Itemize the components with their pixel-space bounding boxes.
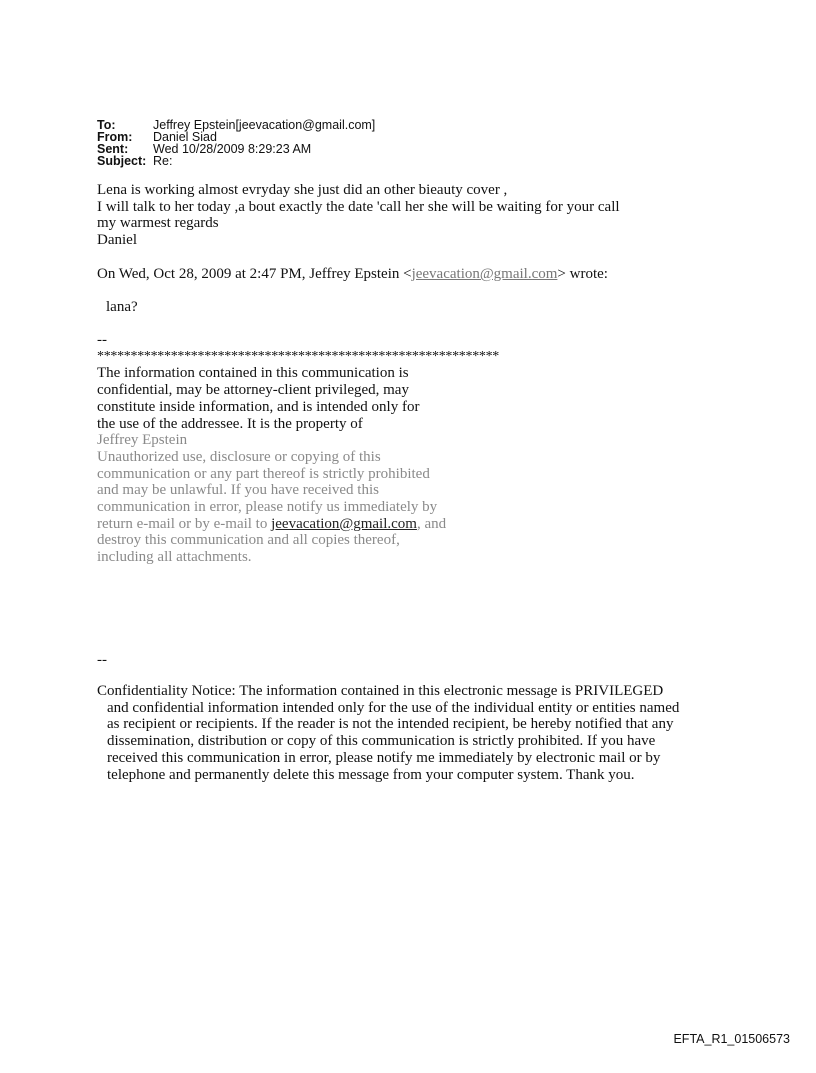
to-value: Jeffrey Epstein[jeevacation@gmail.com] bbox=[153, 118, 376, 132]
notice-line: received this communication in error, please notify me immediately by electronic mail or by bbox=[107, 749, 661, 766]
subject-value: Re: bbox=[153, 154, 173, 168]
email-header bbox=[97, 119, 375, 167]
to-row bbox=[97, 119, 375, 131]
disclaimer-line: Unauthorized use, disclosure or copying of this bbox=[97, 448, 381, 465]
message-body bbox=[97, 182, 620, 249]
signature-dash-2: -- bbox=[97, 652, 107, 668]
body-line: I will talk to her today ,a bout exactly the date 'call her she will be waiting for your call bbox=[97, 198, 620, 215]
disclaimer-line: and may be unlawful. If you have received this bbox=[97, 482, 379, 499]
confidentiality-notice bbox=[97, 683, 717, 783]
disclaimer-line: confidential, may be attorney-client privileged, may bbox=[97, 382, 409, 399]
disclaimer-line: Jeffrey Epstein bbox=[97, 432, 188, 449]
signature-dash: -- bbox=[97, 332, 107, 348]
notice-line: and confidential information intended only for the use of the individual entity or entities named bbox=[107, 699, 680, 716]
email-link[interactable]: jeevacation@gmail.com bbox=[271, 515, 417, 532]
sent-label: Sent: bbox=[97, 142, 129, 156]
notice-line: telephone and permanently delete this message from your computer system. Thank you. bbox=[107, 766, 635, 783]
disclaimer-line: including all attachments. bbox=[97, 549, 252, 566]
subject-label: Subject: bbox=[97, 154, 147, 168]
disclaimer-line: constitute inside information, and is intended only for bbox=[97, 398, 420, 415]
from-label: From: bbox=[97, 130, 133, 144]
body-line: Lena is working almost evryday she just did an other bieauty cover , bbox=[97, 182, 508, 198]
notice-line: as recipient or recipients. If the reader is not the intended recipient, be hereby notified that any bbox=[107, 716, 674, 733]
sent-value: Wed 10/28/2009 8:29:23 AM bbox=[153, 142, 312, 156]
disclaimer-line: communication in error, please notify us immediately by bbox=[97, 499, 438, 516]
disclaimer-line: communication or any part thereof is strictly prohibited bbox=[97, 465, 430, 482]
from-value: Daniel Siad bbox=[153, 130, 217, 144]
body-line: Daniel bbox=[97, 232, 137, 249]
document-id: EFTA_R1_01506573 bbox=[673, 1032, 790, 1046]
email-link[interactable]: jeevacation@gmail.com bbox=[411, 266, 558, 282]
notice-line: dissemination, distribution or copy of this communication is strictly prohibited. If you have bbox=[107, 733, 656, 750]
disclaimer-line: the use of the addressee. It is the property of bbox=[97, 415, 363, 432]
stars-divider: ************************************************************ bbox=[97, 348, 500, 364]
notice-line: Confidentiality Notice: The information contained in this electronic message is PRIVILEGED bbox=[97, 683, 664, 699]
quote-attribution: On Wed, Oct 28, 2009 at 2:47 PM, Jeffrey Epstein <jeevacation@gmail.com> wrote: bbox=[97, 266, 608, 282]
quoted-message: lana? bbox=[106, 299, 138, 315]
subject-row bbox=[97, 155, 375, 167]
disclaimer-line: destroy this communication and all copies thereof, bbox=[97, 532, 400, 549]
disclaimer-line: return e-mail or by e-mail to jeevacation@gmail.com, and bbox=[97, 515, 447, 532]
quoted-signature bbox=[97, 332, 499, 566]
disclaimer-line: The information contained in this communication is bbox=[97, 365, 409, 382]
body-line: my warmest regards bbox=[97, 215, 219, 232]
to-label: To: bbox=[97, 118, 116, 132]
